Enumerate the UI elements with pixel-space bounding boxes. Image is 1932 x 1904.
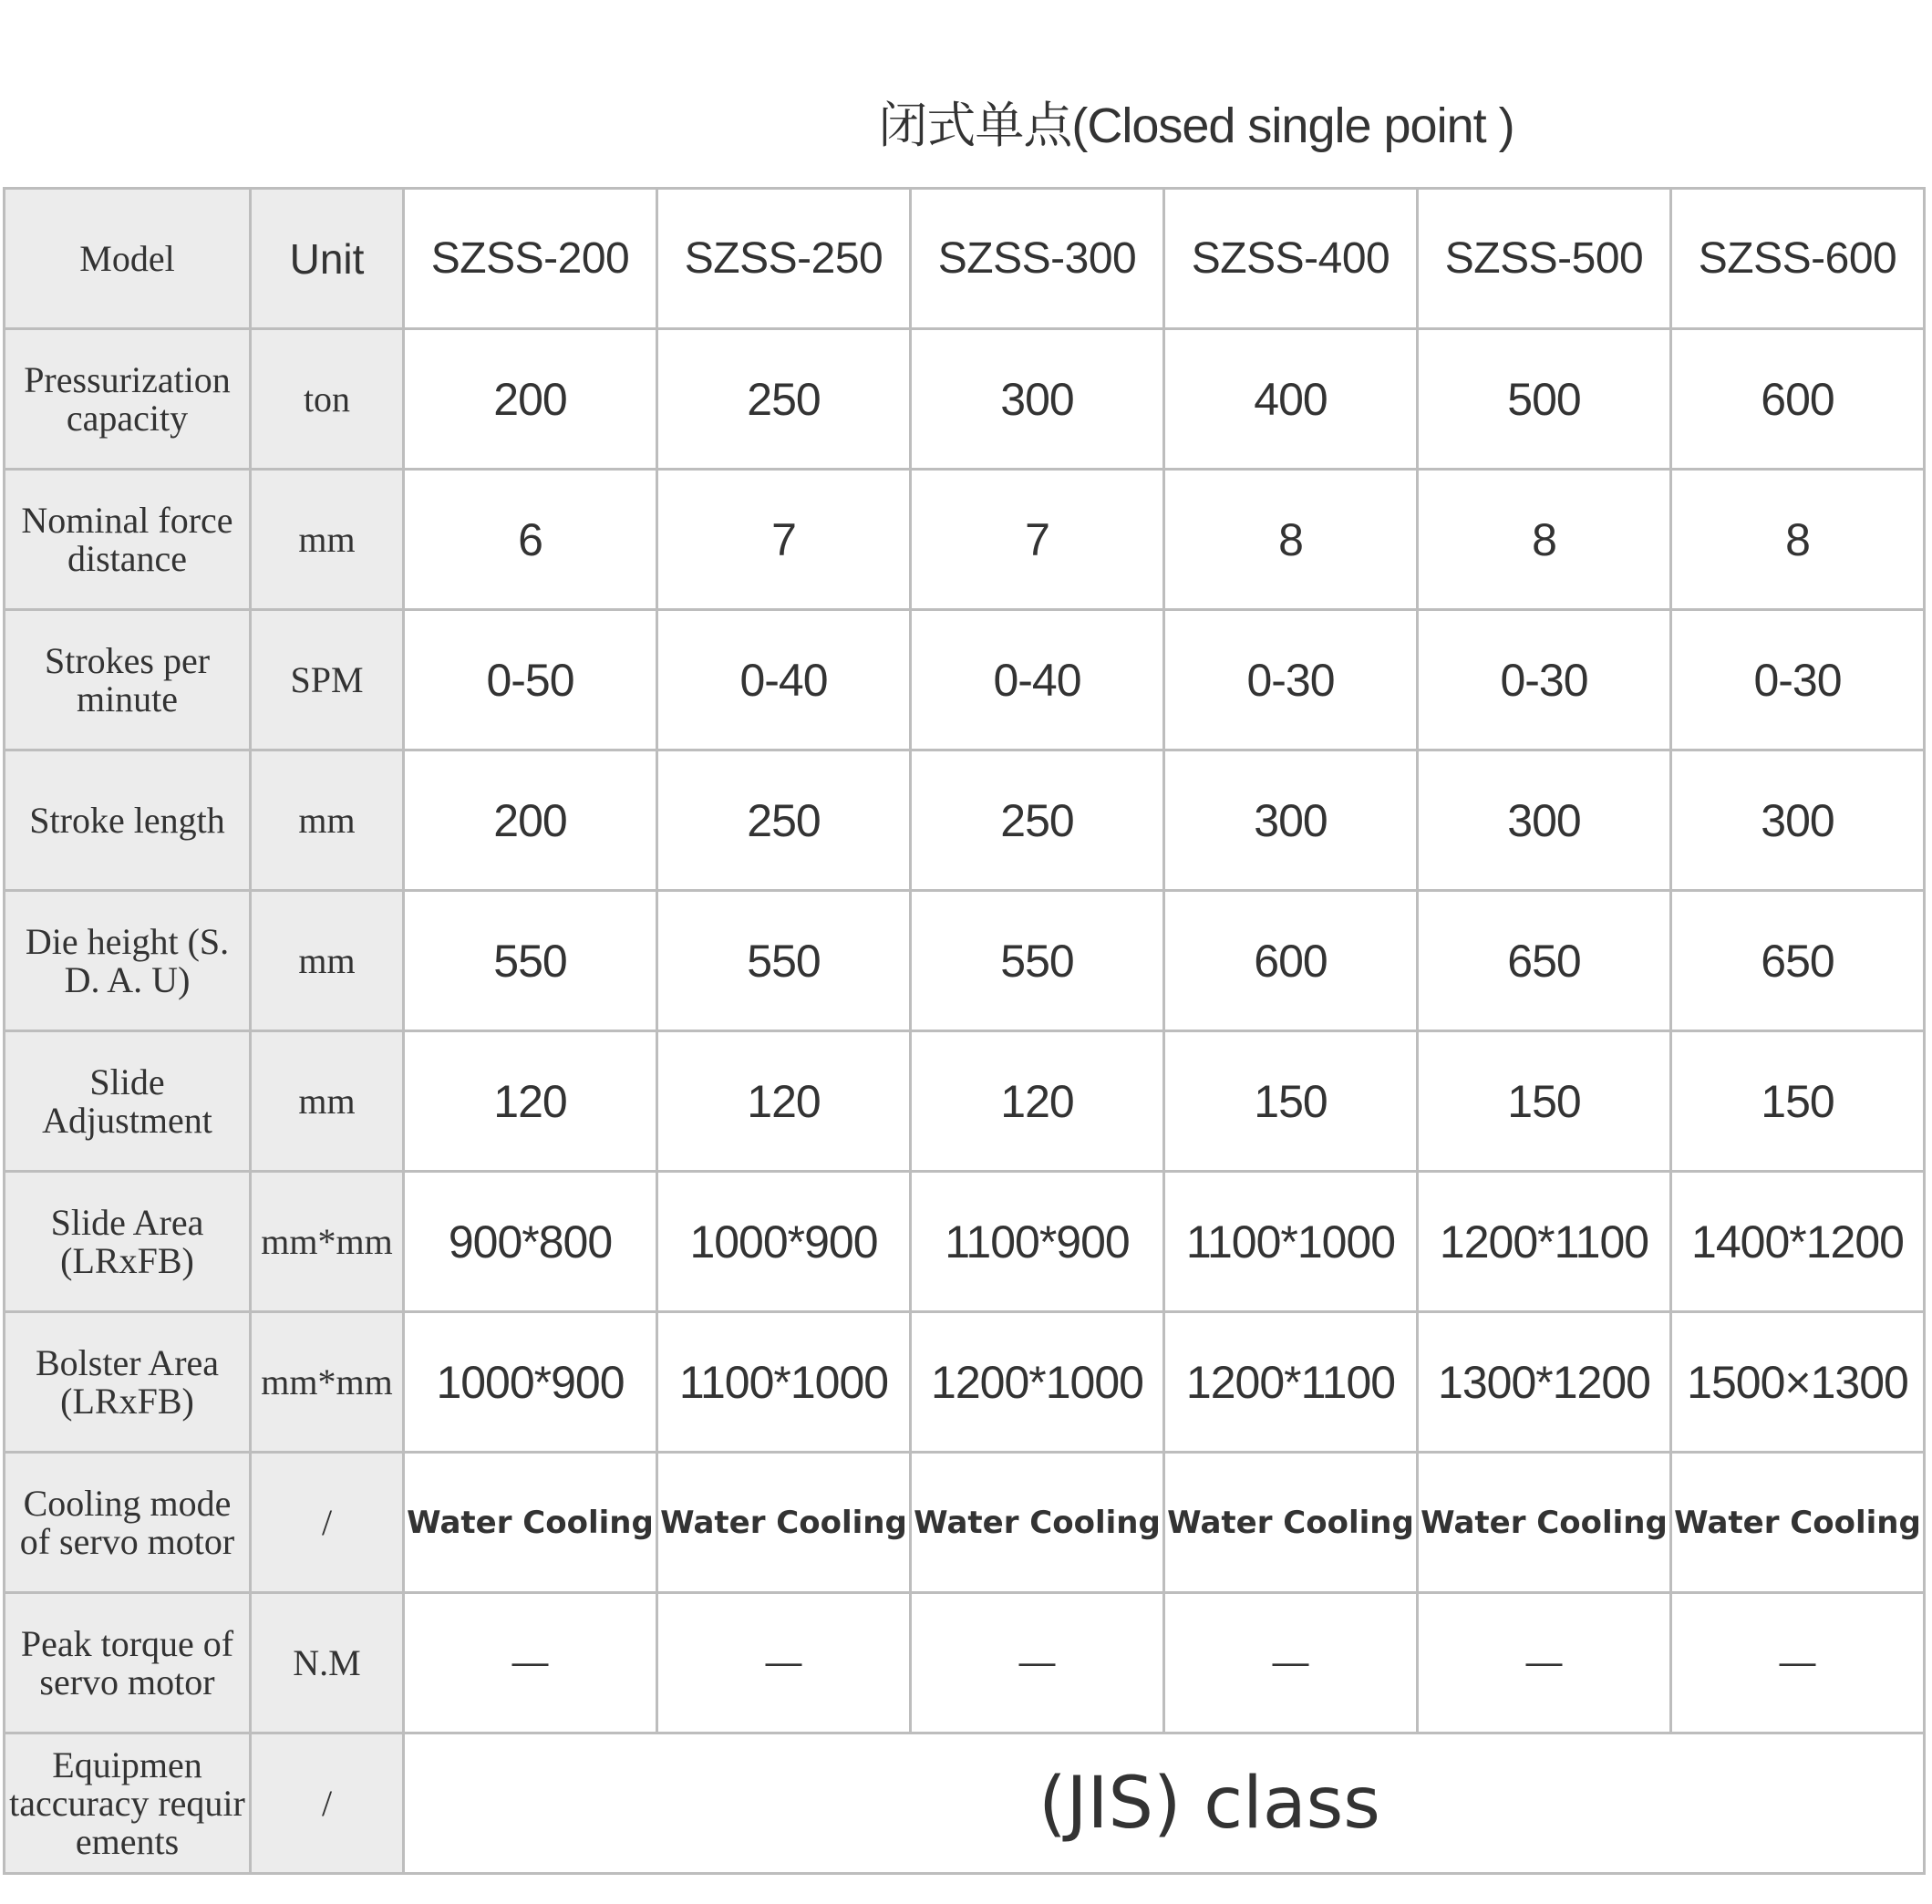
row-label: Stroke length <box>5 750 251 891</box>
value-cell: 200 <box>404 750 657 891</box>
value-cell: 7 <box>657 470 911 610</box>
value-cell: 400 <box>1164 329 1418 470</box>
value-cell: 250 <box>657 750 911 891</box>
merged-value-cell <box>404 1733 1925 1874</box>
value-cell: 0-50 <box>404 610 657 750</box>
row-label: Equipmen taccuracy requir ements <box>5 1733 251 1874</box>
table-row <box>5 1453 1925 1593</box>
table-row <box>5 610 1925 750</box>
value-cell: Water Cooling <box>1164 1453 1418 1593</box>
model-cell: SZSS-200 <box>404 189 657 329</box>
model-cell: SZSS-250 <box>657 189 911 329</box>
value-cell: 0-40 <box>911 610 1164 750</box>
table-row <box>5 1172 1925 1312</box>
row-unit: SPM <box>251 610 404 750</box>
value-cell: 900*800 <box>404 1172 657 1312</box>
model-cell: SZSS-400 <box>1164 189 1418 329</box>
row-label: Slide Adjustment <box>5 1031 251 1172</box>
model-cell: SZSS-300 <box>911 189 1164 329</box>
value-cell: 300 <box>911 329 1164 470</box>
row-unit: / <box>251 1453 404 1593</box>
value-cell: 550 <box>911 891 1164 1031</box>
header-unit: Unit <box>251 189 404 329</box>
row-unit: mm*mm <box>251 1172 404 1312</box>
row-label: Slide Area (LRxFB) <box>5 1172 251 1312</box>
value-cell: 300 <box>1164 750 1418 891</box>
row-label: Pressurization capacity <box>5 329 251 470</box>
value-cell: 200 <box>404 329 657 470</box>
value-cell: 1300*1200 <box>1418 1312 1671 1453</box>
value-cell: 8 <box>1164 470 1418 610</box>
value-cell: 300 <box>1671 750 1925 891</box>
value-cell: 550 <box>657 891 911 1031</box>
value-cell: 120 <box>404 1031 657 1172</box>
value-cell: — <box>1671 1593 1925 1733</box>
value-cell: 1100*1000 <box>1164 1172 1418 1312</box>
value-cell: Water Cooling <box>1671 1453 1925 1593</box>
row-unit: mm*mm <box>251 1312 404 1453</box>
row-label: Bolster Area (LRxFB) <box>5 1312 251 1453</box>
value-cell: 0-30 <box>1164 610 1418 750</box>
row-unit: mm <box>251 891 404 1031</box>
value-cell: 1400*1200 <box>1671 1172 1925 1312</box>
table-row <box>5 1031 1925 1172</box>
value-cell: 250 <box>657 329 911 470</box>
table-row <box>5 329 1925 470</box>
value-cell: 1200*1100 <box>1418 1172 1671 1312</box>
value-cell: — <box>911 1593 1164 1733</box>
model-cell: SZSS-500 <box>1418 189 1671 329</box>
row-label: Peak torque of servo motor <box>5 1593 251 1733</box>
value-cell: 250 <box>911 750 1164 891</box>
value-cell: 150 <box>1418 1031 1671 1172</box>
row-unit: mm <box>251 750 404 891</box>
table-row <box>5 1733 1925 1874</box>
table-row <box>5 750 1925 891</box>
value-cell: 1100*900 <box>911 1172 1164 1312</box>
value-cell: 650 <box>1671 891 1925 1031</box>
value-cell: 8 <box>1671 470 1925 610</box>
value-cell: 120 <box>911 1031 1164 1172</box>
row-unit: mm <box>251 1031 404 1172</box>
row-label: Nominal force distance <box>5 470 251 610</box>
row-unit: ton <box>251 329 404 470</box>
value-cell: 1000*900 <box>657 1172 911 1312</box>
spec-table <box>3 187 1926 1875</box>
header-row <box>5 189 1925 329</box>
value-cell: Water Cooling <box>657 1453 911 1593</box>
row-label: Strokes per minute <box>5 610 251 750</box>
value-cell: — <box>404 1593 657 1733</box>
value-cell: 120 <box>657 1031 911 1172</box>
value-cell: 300 <box>1418 750 1671 891</box>
value-cell: 8 <box>1418 470 1671 610</box>
accuracy-class-text: (JIS) class <box>1038 1762 1380 1845</box>
value-cell: 1100*1000 <box>657 1312 911 1453</box>
value-cell: 1500×1300 <box>1671 1312 1925 1453</box>
header-label: Model <box>5 189 251 329</box>
value-cell: 7 <box>911 470 1164 610</box>
value-cell: 150 <box>1671 1031 1925 1172</box>
value-cell: — <box>1418 1593 1671 1733</box>
value-cell: 0-30 <box>1671 610 1925 750</box>
row-unit: N.M <box>251 1593 404 1733</box>
value-cell: 500 <box>1418 329 1671 470</box>
table-row <box>5 470 1925 610</box>
row-label: Die height (S. D. A. U) <box>5 891 251 1031</box>
value-cell: 1200*1100 <box>1164 1312 1418 1453</box>
value-cell: 600 <box>1671 329 1925 470</box>
value-cell: 6 <box>404 470 657 610</box>
value-cell: 650 <box>1418 891 1671 1031</box>
value-cell: Water Cooling <box>911 1453 1164 1593</box>
value-cell: — <box>1164 1593 1418 1733</box>
value-cell: 1000*900 <box>404 1312 657 1453</box>
value-cell: 550 <box>404 891 657 1031</box>
value-cell: 150 <box>1164 1031 1418 1172</box>
model-cell: SZSS-600 <box>1671 189 1925 329</box>
table-title: 闭式单点(Closed single point ) <box>878 98 1514 153</box>
value-cell: 0-40 <box>657 610 911 750</box>
value-cell: 0-30 <box>1418 610 1671 750</box>
table-row <box>5 1312 1925 1453</box>
value-cell: 1200*1000 <box>911 1312 1164 1453</box>
value-cell: — <box>657 1593 911 1733</box>
value-cell: Water Cooling <box>1418 1453 1671 1593</box>
table-row <box>5 891 1925 1031</box>
row-unit: / <box>251 1733 404 1874</box>
value-cell: 600 <box>1164 891 1418 1031</box>
value-cell: Water Cooling <box>404 1453 657 1593</box>
row-unit: mm <box>251 470 404 610</box>
table-row <box>5 1593 1925 1733</box>
row-label: Cooling mode of servo motor <box>5 1453 251 1593</box>
